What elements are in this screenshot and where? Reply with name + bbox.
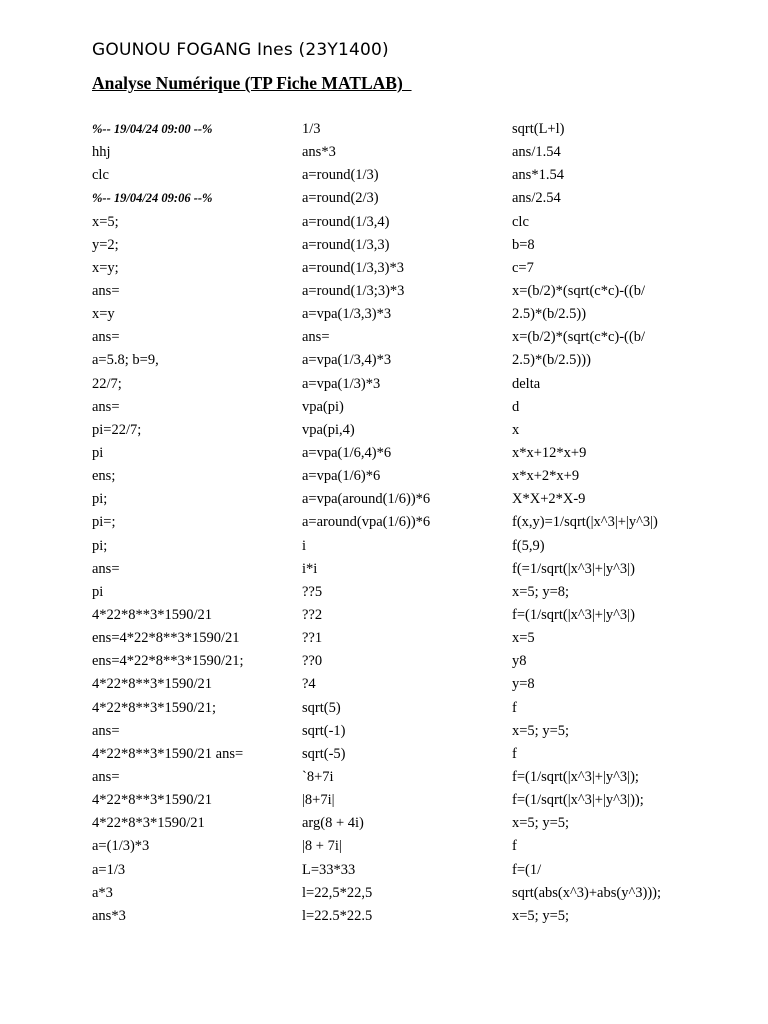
command-line: 4*22*8**3*1590/21 bbox=[92, 606, 213, 623]
command-line: y=2; bbox=[92, 236, 119, 253]
command-line: f bbox=[512, 699, 517, 716]
command-line: x=y bbox=[92, 306, 115, 323]
command-line: f=(1/ bbox=[512, 861, 542, 878]
command-line: pi bbox=[92, 444, 104, 461]
command-line: 2.5)*(b/2.5))) bbox=[512, 352, 591, 369]
session-timestamp: %-- 19/04/24 09:06 --% bbox=[92, 191, 213, 206]
command-line: 4*22*8**3*1590/21 ans= bbox=[92, 745, 244, 762]
command-line: 4*22*8**3*1590/21; bbox=[92, 699, 217, 716]
command-line: x=(b/2)*(sqrt(c*c)-((b/ bbox=[512, 282, 645, 299]
command-line: vpa(pi) bbox=[302, 398, 344, 415]
command-line: hhj bbox=[92, 144, 111, 161]
command-line: pi=22/7; bbox=[92, 421, 142, 438]
command-line: i*i bbox=[302, 560, 318, 577]
command-line: x=5; y=5; bbox=[512, 907, 570, 924]
command-line: f(=1/sqrt(|x^3|+|y^3|) bbox=[512, 560, 635, 577]
command-line: vpa(pi,4) bbox=[302, 421, 355, 438]
command-line: sqrt(abs(x^3)+abs(y^3))); bbox=[512, 884, 662, 901]
command-line: ens=4*22*8**3*1590/21 bbox=[92, 630, 240, 647]
command-line: 4*22*8**3*1590/21 bbox=[92, 792, 213, 809]
document-title: Analyse Numérique (TP Fiche MATLAB) bbox=[92, 73, 412, 93]
command-line: ??2 bbox=[302, 606, 323, 623]
command-line: b=8 bbox=[512, 236, 535, 253]
command-line: a=round(1/3;3)*3 bbox=[302, 282, 405, 299]
command-line: ans*3 bbox=[92, 907, 126, 924]
command-line: ans= bbox=[92, 398, 120, 415]
command-line: ans*1.54 bbox=[512, 167, 564, 184]
command-line: a=vpa(1/3)*3 bbox=[302, 375, 381, 392]
command-line: l=22,5*22,5 bbox=[302, 884, 373, 901]
command-line: a=vpa(around(1/6))*6 bbox=[302, 491, 431, 508]
command-line: a=vpa(1/6)*6 bbox=[302, 468, 381, 485]
command-line: a=(1/3)*3 bbox=[92, 838, 150, 855]
command-line: 22/7; bbox=[92, 375, 122, 392]
command-line: x=5; y=5; bbox=[512, 722, 570, 739]
command-line: x*x+2*x+9 bbox=[512, 468, 580, 485]
command-line: pi; bbox=[92, 537, 108, 554]
command-line: x=5; y=8; bbox=[512, 583, 570, 600]
command-line: 1/3 bbox=[302, 121, 321, 137]
command-line: x=y; bbox=[92, 259, 119, 276]
command-line: x=5 bbox=[512, 630, 535, 647]
command-line: ??1 bbox=[302, 630, 323, 647]
command-line: a=round(1/3,3)*3 bbox=[302, 259, 405, 276]
command-line: clc bbox=[92, 167, 109, 184]
command-line: ans= bbox=[302, 329, 330, 346]
command-line: ans*3 bbox=[302, 144, 336, 161]
command-line: clc bbox=[512, 213, 529, 230]
command-line: L=33*33 bbox=[302, 861, 356, 878]
command-line: |8 + 7i| bbox=[302, 838, 342, 855]
session-timestamp: %-- 19/04/24 09:00 --% bbox=[92, 122, 213, 136]
command-line: a=vpa(1/3,4)*3 bbox=[302, 352, 392, 369]
command-line: c=7 bbox=[512, 259, 534, 276]
command-line: a=1/3 bbox=[92, 861, 126, 878]
command-line: a=round(1/3,3) bbox=[302, 236, 390, 253]
command-line: X*X+2*X-9 bbox=[512, 491, 586, 508]
command-line: delta bbox=[512, 375, 541, 392]
command-line: i bbox=[302, 537, 307, 554]
command-line: f=(1/sqrt(|x^3|+|y^3|); bbox=[512, 768, 639, 785]
command-column-2 bbox=[302, 118, 512, 928]
command-line: f(x,y)=1/sqrt(|x^3|+|y^3|) bbox=[512, 514, 658, 531]
command-line: x=5; bbox=[92, 213, 119, 230]
command-line: 4*22*8*3*1590/21 bbox=[92, 815, 205, 832]
command-column-3 bbox=[512, 118, 742, 928]
command-line: x=5; y=5; bbox=[512, 815, 570, 832]
command-line: sqrt(-5) bbox=[302, 745, 346, 762]
author-name: GOUNOU FOGANG Ines (23Y1400) bbox=[92, 40, 389, 60]
command-line: ??5 bbox=[302, 583, 323, 600]
command-line: f=(1/sqrt(|x^3|+|y^3|)); bbox=[512, 792, 644, 809]
command-line: pi=; bbox=[92, 514, 116, 531]
command-line: ans= bbox=[92, 722, 120, 739]
command-line: 2.5)*(b/2.5)) bbox=[512, 306, 587, 323]
command-line: sqrt(-1) bbox=[302, 722, 346, 739]
command-line: a=round(2/3) bbox=[302, 190, 379, 207]
command-line: ans= bbox=[92, 768, 120, 785]
command-line: a=round(1/3) bbox=[302, 167, 379, 184]
command-line: a=5.8; b=9, bbox=[92, 352, 159, 369]
command-column-1 bbox=[92, 118, 302, 928]
command-line: y8 bbox=[512, 653, 527, 670]
command-line: ans= bbox=[92, 329, 120, 346]
command-line: pi bbox=[92, 583, 104, 600]
command-line: ?4 bbox=[302, 676, 316, 693]
command-line: ans/2.54 bbox=[512, 190, 561, 207]
command-line: f bbox=[512, 745, 517, 762]
command-line: |8+7i| bbox=[302, 792, 335, 809]
command-line: ens; bbox=[92, 468, 116, 485]
command-line: d bbox=[512, 398, 520, 415]
command-line: a=around(vpa(1/6))*6 bbox=[302, 514, 431, 531]
command-line: ans= bbox=[92, 560, 120, 577]
command-line: ans/1.54 bbox=[512, 144, 561, 161]
command-line: a=vpa(1/6,4)*6 bbox=[302, 444, 392, 461]
command-line: x*x+12*x+9 bbox=[512, 444, 587, 461]
command-line: arg(8 + 4i) bbox=[302, 815, 364, 832]
command-line: sqrt(5) bbox=[302, 699, 341, 716]
command-line: 4*22*8**3*1590/21 bbox=[92, 676, 213, 693]
command-line: f=(1/sqrt(|x^3|+|y^3|) bbox=[512, 606, 635, 623]
command-line: ens=4*22*8**3*1590/21; bbox=[92, 653, 244, 670]
command-line: ans= bbox=[92, 282, 120, 299]
command-line: f bbox=[512, 838, 517, 855]
command-line: x bbox=[512, 421, 520, 438]
command-line: a=round(1/3,4) bbox=[302, 213, 390, 230]
command-line: ??0 bbox=[302, 653, 323, 670]
command-line: sqrt(L+l) bbox=[512, 121, 565, 137]
command-line: a*3 bbox=[92, 884, 113, 901]
command-line: f(5,9) bbox=[512, 537, 545, 554]
command-line: a=vpa(1/3,3)*3 bbox=[302, 306, 392, 323]
command-line: x=(b/2)*(sqrt(c*c)-((b/ bbox=[512, 329, 645, 346]
command-line: `8+7i bbox=[302, 768, 334, 785]
command-line: l=22.5*22.5 bbox=[302, 907, 373, 924]
command-line: pi; bbox=[92, 491, 108, 508]
command-line: y=8 bbox=[512, 676, 535, 693]
